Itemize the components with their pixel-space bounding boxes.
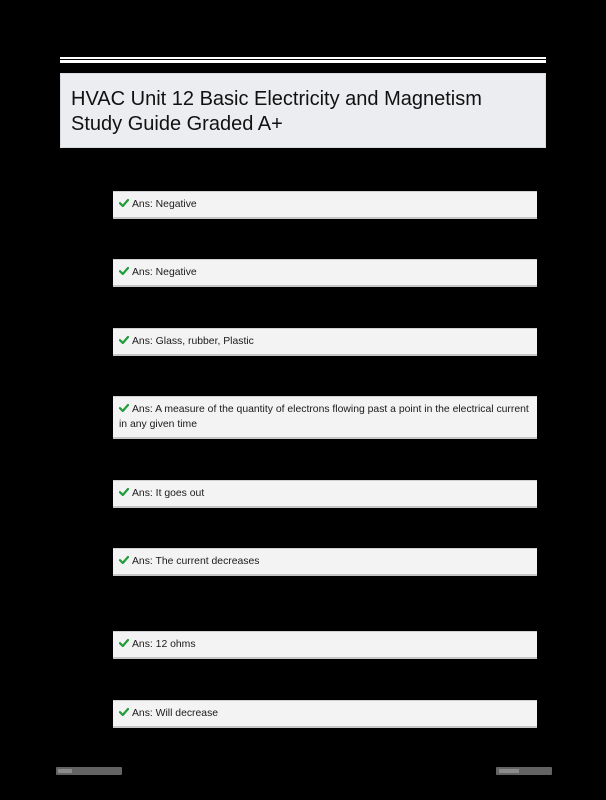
answer-box xyxy=(113,191,537,219)
answer-box xyxy=(113,548,537,576)
answer-box xyxy=(113,259,537,287)
check-icon xyxy=(119,555,129,565)
answer-text: Ans: The current decreases xyxy=(132,556,260,567)
footer-left-mark xyxy=(56,767,122,775)
answer-box xyxy=(113,631,537,659)
answer-box xyxy=(113,700,537,728)
check-icon xyxy=(119,707,129,717)
check-icon xyxy=(119,403,129,413)
answer-text: Ans: Negative xyxy=(132,199,197,210)
document-title: HVAC Unit 12 Basic Electricity and Magnetism Study Guide Graded A+ xyxy=(71,88,482,135)
answer-box xyxy=(113,396,537,439)
answer-text: Ans: Negative xyxy=(132,267,197,278)
check-icon xyxy=(119,266,129,276)
answer-text: Ans: 12 ohms xyxy=(132,639,196,650)
answer-box xyxy=(113,480,537,508)
header-rule xyxy=(60,57,546,63)
answer-text: Ans: Will decrease xyxy=(132,708,219,719)
answer-box xyxy=(113,328,537,356)
check-icon xyxy=(119,198,129,208)
answer-text: Ans: A measure of the quantity of electrons flowing past a point in the electrical current in any given time xyxy=(119,404,529,430)
title-box xyxy=(60,73,546,148)
check-icon xyxy=(119,335,129,345)
check-icon xyxy=(119,638,129,648)
check-icon xyxy=(119,487,129,497)
footer-right-mark xyxy=(496,767,552,775)
answer-text: Ans: Glass, rubber, Plastic xyxy=(132,336,254,347)
answer-text: Ans: It goes out xyxy=(132,488,205,499)
